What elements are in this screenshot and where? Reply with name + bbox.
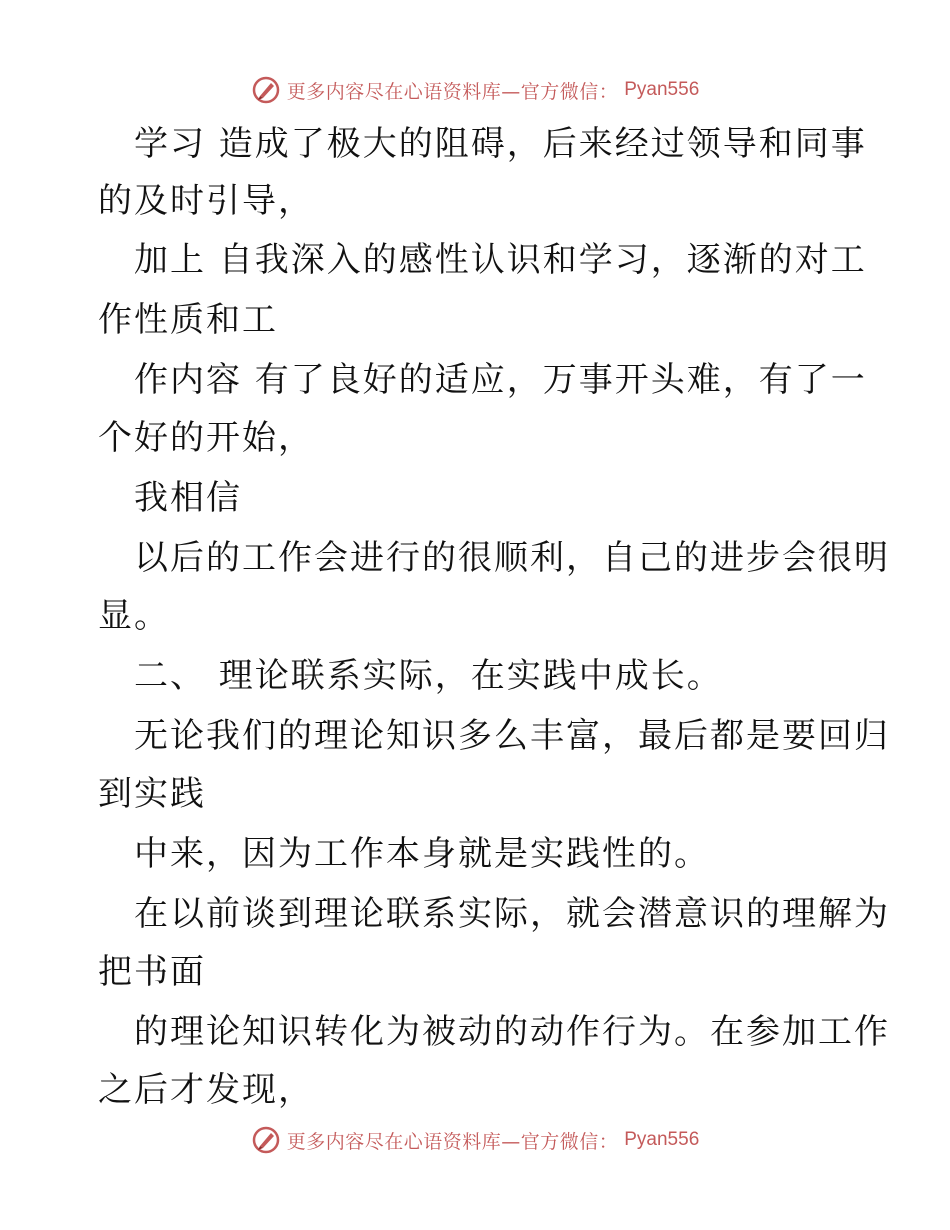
header-banner-text: 更多内容尽在心语资料库—官方微信： <box>286 80 619 103</box>
pen-logo-icon <box>251 75 281 105</box>
body-line: 作内容 有了良好的适应，万事开头难，有了一 <box>98 360 867 400</box>
header-banner <box>0 72 950 108</box>
body-line: 的理论知识转化为被动的动作行为。在参加工作 <box>98 1012 890 1052</box>
pen-logo-icon <box>251 1125 281 1155</box>
footer-banner-text: 更多内容尽在心语资料库—官方微信： <box>286 1130 619 1153</box>
body-line: 加上 自我深入的感性认识和学习，逐渐的对工 <box>98 240 867 280</box>
body-line: 无论我们的理论知识多么丰富，最后都是要回归 <box>98 716 890 756</box>
body-line: 学习 造成了极大的阻碍，后来经过领导和同事 <box>98 124 867 164</box>
footer-banner-handle: Pyan556 <box>624 1129 700 1150</box>
footer-banner <box>0 1122 950 1158</box>
body-line: 在以前谈到理论联系实际，就会潜意识的理解为 <box>98 894 890 934</box>
header-banner-handle: Pyan556 <box>624 79 700 100</box>
body-line: 我相信 <box>98 478 242 518</box>
body-line: 中来，因为工作本身就是实践性的。 <box>98 834 710 874</box>
body-line: 以后的工作会进行的很顺利，自己的进步会很明 <box>98 538 890 578</box>
body-line: 的及时引导， <box>98 181 314 221</box>
body-line: 个好的开始， <box>98 418 314 458</box>
body-line: 二、 理论联系实际，在实践中成长。 <box>98 656 723 696</box>
body-line: 之后才发现， <box>98 1070 314 1110</box>
body-line: 把书面 <box>98 952 206 992</box>
body-line: 作性质和工 <box>98 300 278 340</box>
body-line: 到实践 <box>98 774 206 814</box>
body-line: 显。 <box>98 596 170 636</box>
